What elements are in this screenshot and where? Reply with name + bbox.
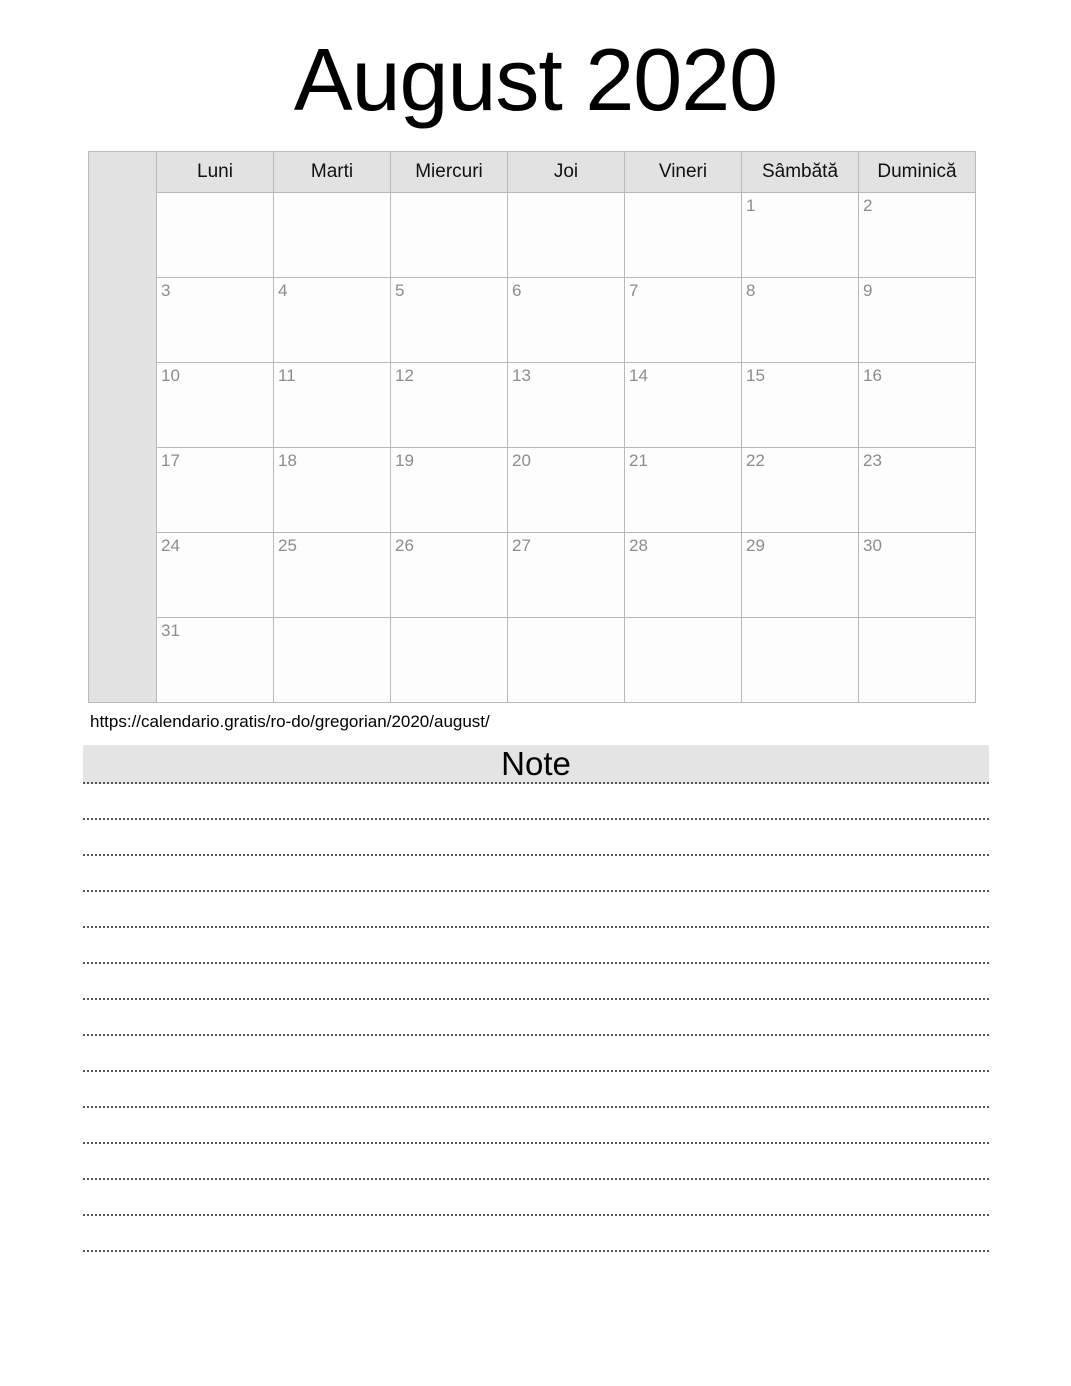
note-line — [83, 1072, 989, 1108]
note-line — [83, 1216, 989, 1252]
note-line — [83, 820, 989, 856]
week-row — [89, 363, 976, 448]
day-cell: 24 — [157, 533, 274, 618]
day-cell: 11 — [274, 363, 391, 448]
day-cell: 14 — [625, 363, 742, 448]
day-cell: 2 — [859, 193, 976, 278]
day-cell: 20 — [508, 448, 625, 533]
note-line — [83, 1036, 989, 1072]
day-cell: 28 — [625, 533, 742, 618]
day-cell: 16 — [859, 363, 976, 448]
day-cell — [274, 193, 391, 278]
day-cell: 4 — [274, 278, 391, 363]
week-row — [89, 278, 976, 363]
day-cell: 10 — [157, 363, 274, 448]
day-cell: 6 — [508, 278, 625, 363]
day-cell: 15 — [742, 363, 859, 448]
note-line — [83, 1000, 989, 1036]
weekday-header-luni: Luni — [157, 152, 274, 193]
week-row — [89, 193, 976, 278]
notes-heading: Note — [83, 745, 989, 784]
day-cell — [859, 618, 976, 703]
weekday-header-miercuri: Miercuri — [391, 152, 508, 193]
day-cell: 7 — [625, 278, 742, 363]
day-cell — [625, 193, 742, 278]
day-cell — [625, 618, 742, 703]
day-cell — [742, 618, 859, 703]
weekday-header-duminica: Duminică — [859, 152, 976, 193]
note-line — [83, 892, 989, 928]
weekday-header-sambata: Sâmbătă — [742, 152, 859, 193]
day-cell: 5 — [391, 278, 508, 363]
day-cell: 3 — [157, 278, 274, 363]
day-cell: 30 — [859, 533, 976, 618]
day-cell: 17 — [157, 448, 274, 533]
day-cell: 25 — [274, 533, 391, 618]
day-cell: 8 — [742, 278, 859, 363]
day-cell — [274, 618, 391, 703]
notes-section — [83, 745, 989, 1252]
day-cell — [508, 193, 625, 278]
weekday-header-row — [89, 152, 976, 193]
day-cell: 31 — [157, 618, 274, 703]
day-cell: 13 — [508, 363, 625, 448]
page-title: August 2020 — [293, 30, 778, 129]
day-cell: 1 — [742, 193, 859, 278]
day-cell: 9 — [859, 278, 976, 363]
day-cell: 12 — [391, 363, 508, 448]
note-line — [83, 1144, 989, 1180]
day-cell: 19 — [391, 448, 508, 533]
day-cell — [391, 618, 508, 703]
calendar-table — [88, 151, 976, 703]
note-line — [83, 784, 989, 820]
day-cell — [391, 193, 508, 278]
week-row — [89, 533, 976, 618]
day-cell: 23 — [859, 448, 976, 533]
week-row — [89, 618, 976, 703]
day-cell: 27 — [508, 533, 625, 618]
note-line — [83, 1108, 989, 1144]
day-cell: 21 — [625, 448, 742, 533]
week-row — [89, 448, 976, 533]
day-cell — [157, 193, 274, 278]
day-cell: 26 — [391, 533, 508, 618]
day-cell: 22 — [742, 448, 859, 533]
note-line — [83, 1180, 989, 1216]
calendar-spacer-column — [89, 152, 157, 703]
note-line — [83, 856, 989, 892]
day-cell: 29 — [742, 533, 859, 618]
day-cell: 18 — [274, 448, 391, 533]
weekday-header-joi: Joi — [508, 152, 625, 193]
weekday-header-vineri: Vineri — [625, 152, 742, 193]
weekday-header-marti: Marti — [274, 152, 391, 193]
source-url: https://calendario.gratis/ro-do/gregorian/2020/august/ — [90, 712, 490, 732]
note-lines — [83, 784, 989, 1252]
note-line — [83, 964, 989, 1000]
note-line — [83, 928, 989, 964]
day-cell — [508, 618, 625, 703]
